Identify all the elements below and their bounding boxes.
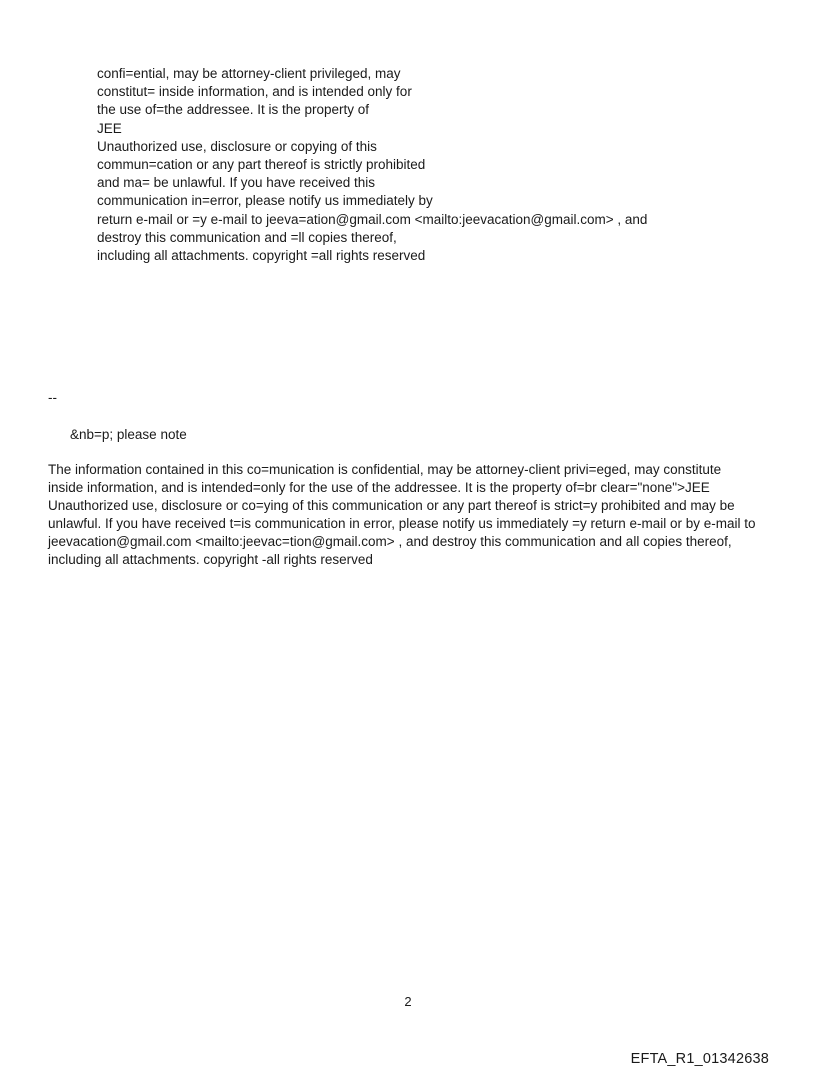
text-line: jeevacation@gmail.com <mailto:jeevac=tion@gmail.com> , and destroy this communication and all copies thereof,	[48, 534, 732, 549]
bates-number: EFTA_R1_01342638	[630, 1051, 769, 1067]
text-line: unlawful. If you have received t=is communication in error, please notify us immediately =y return e-mail or by e-mail to	[48, 516, 756, 531]
text-line: The information contained in this co=munication is confidential, may be attorney-client privi=eged, may constitute	[48, 462, 722, 477]
signature-separator: --	[48, 390, 57, 405]
text-line: commun=cation or any part thereof is strictly prohibited	[97, 157, 426, 173]
quoted-disclaimer-block	[97, 65, 647, 265]
text-line: JEE	[97, 120, 122, 136]
text-line: including all attachments. copyright =all rights reserved	[97, 248, 426, 264]
text-line: Unauthorized use, disclosure or co=ying of this communication or any part thereof is strict=y prohibited and may be	[48, 498, 735, 513]
please-note-line: &nb=p; please note	[70, 427, 187, 442]
text-line: return e-mail or =y e-mail to jeeva=ation@gmail.com <mailto:jeevacation@gmail.com> , and	[97, 211, 648, 227]
text-line: communication in=error, please notify us immediately by	[97, 193, 433, 209]
text-line: the use of=the addressee. It is the property of	[97, 102, 370, 118]
disclaimer-paragraph	[48, 461, 756, 569]
page-number: 2	[404, 994, 412, 1009]
text-line: confi=ential, may be attorney-client privileged, may	[97, 66, 401, 81]
text-line: Unauthorized use, disclosure or copying of this	[97, 138, 377, 154]
text-line: inside information, and is intended=only for the use of the addressee. It is the property of=br clear="none">JEE	[48, 480, 710, 495]
text-line: and ma= be unlawful. If you have received this	[97, 175, 376, 191]
text-line: including all attachments. copyright -all rights reserved	[48, 552, 373, 567]
text-line: constitut= inside information, and is intended only for	[97, 84, 412, 100]
text-line: destroy this communication and =ll copies thereof,	[97, 229, 397, 245]
